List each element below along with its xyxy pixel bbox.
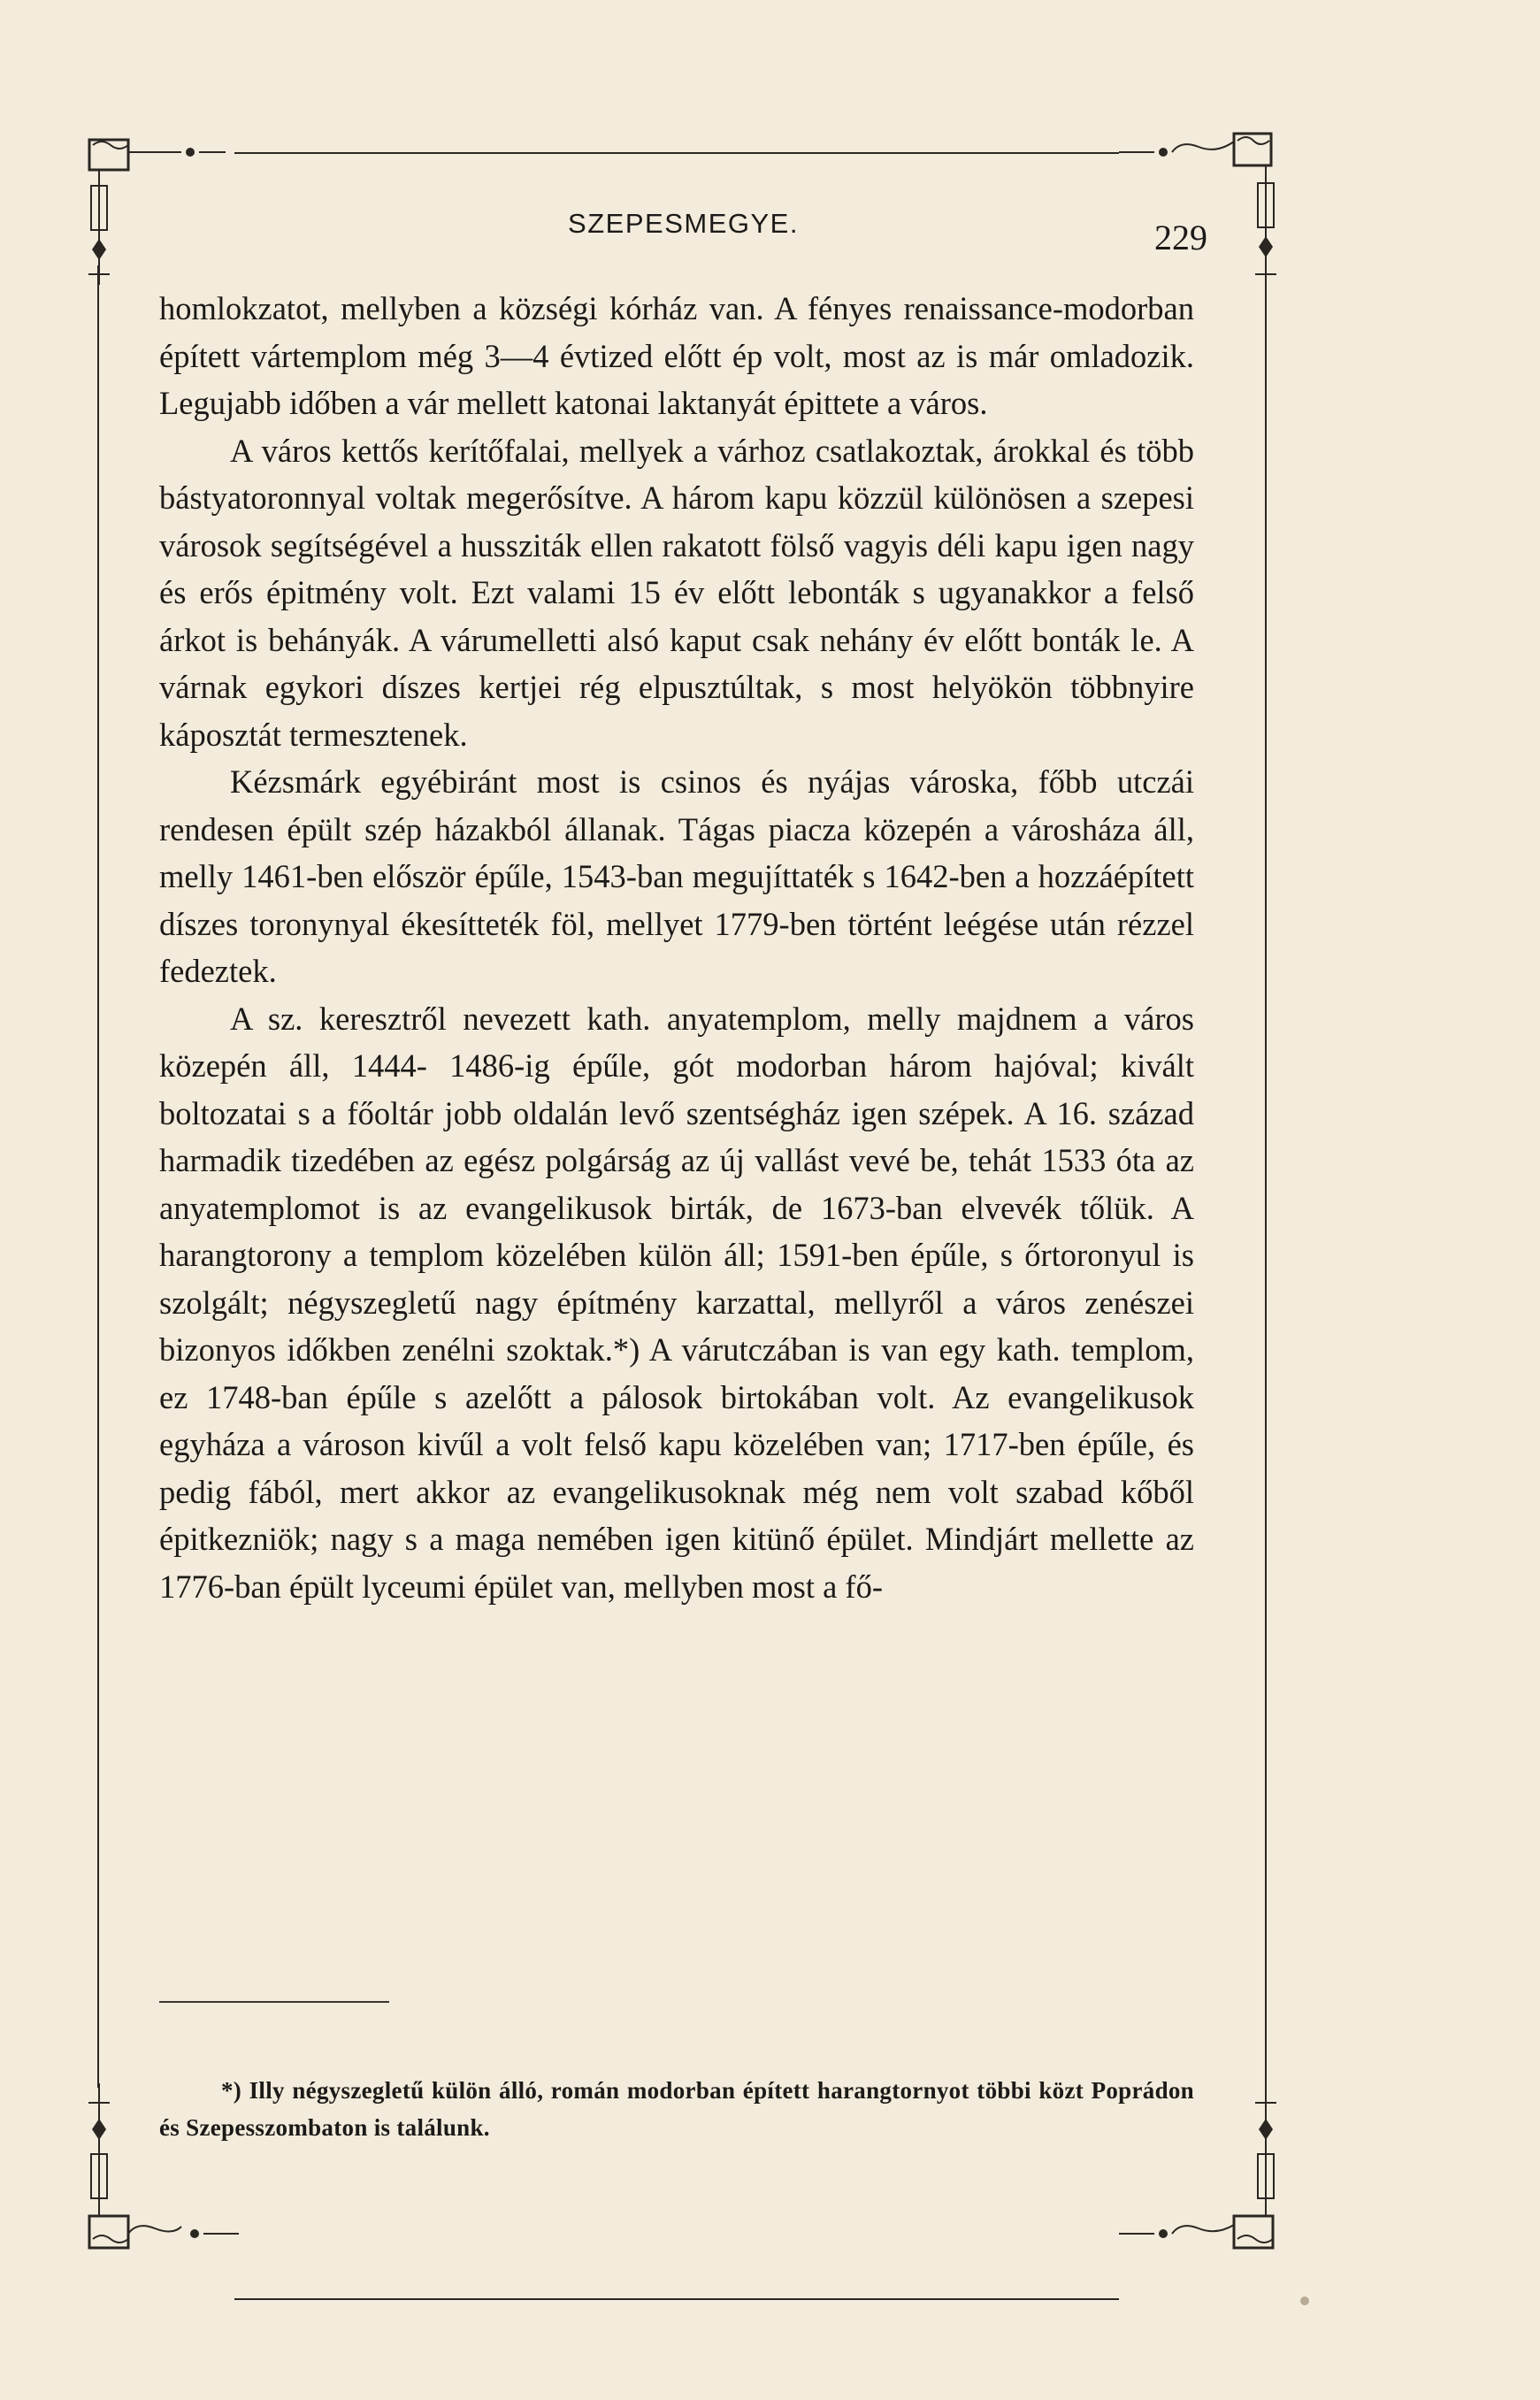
frame-top-rule: [234, 152, 1119, 154]
paragraph: Kézsmárk egyébiránt most is csinos és nyájas városka, főbb utczái rendesen épült szép házakból állanak. Tágas piacza közepén a városháza áll, melly 1461-ben először épűle, 1543-ban megujíttaték s 1642-ben a hozzáépített díszes toronynyal ékesítteték föl, mellyet 1779-ben történt leégése után rézzel fedeztek.: [159, 763, 1194, 989]
paragraph: homlokzatot, mellyben a községi kórház van. A fényes renaissance-modorban épített vártemplom még 3—4 évtized előtt ép volt, most az is már omladozik. Legujabb időben a vár mellett katonai laktanyát épittete a város.: [159, 290, 1194, 421]
body-text: [159, 285, 1194, 1610]
paragraph: A város kettős kerítőfalai, mellyek a várhoz csatlakoztak, árokkal és több bástyatoronnyal voltak megerősítve. A három kapu közzül különösen a szepesi városok segítségével a hussziták ellen rakatott fölső vagyis déli kapu igen nagy és erős épitmény volt. Ezt valami 15 év előtt lebonták s ugyanakkor a felső árkot is behányák. A várumelletti alsó kaput csak nehány év előtt bonták le. A várnak egykori díszes kertjei rég elpusztúltak, s most helyökön többnyire káposztát termesztenek.: [159, 432, 1194, 753]
frame-right-rule: [1265, 265, 1267, 2088]
page-header: [159, 208, 1207, 261]
frame-bottom-rule: [234, 2298, 1119, 2300]
frame-left-rule: [97, 265, 99, 2088]
footnote-text: *) Illy négyszegletű külön álló, román modorban épített harangtornyot többi közt Poprádon és Szepesszombaton is találunk.: [159, 2077, 1194, 2141]
paragraph: A sz. keresztről nevezett kath. anyatemplom, melly majdnem a város közepén áll, 1444- 1486-ig épűle, gót modorban három hajóval; kivált boltozatai s a főoltár jobb oldalán levő szentségház igen szépek. A 16. század harmadik tizedében az egész polgárság az új vallást vevé be, tehát 1533 óta az anyatemplomot is az evangelikusok birták, de 1673-ban elvevék tőlük. A harangtorony a templom közelében külön áll; 1591-ben épűle, s őrtoronyul is szolgált; négyszegletű nagy építmény karzattal, mellyről a város zenészei bizonyos időkben zenélni szoktak.*) A várutczában is van egy kath. templom, ez 1748-ban épűle s azelőtt a pálosok birtokában volt. Az evangelikusok egyháza a városon kivűl a volt felső kapu közelében van; 1717-ben épűle, és pedig fából, mert akkor az evangelikusoknak még nem volt szabad kőből épitkezniök; nagy s a maga nemében igen kitünő épület. Mindjárt mellette az 1776-ban épült lyceumi épület van, mellyben most a fő-: [159, 1000, 1194, 1605]
footnote: [159, 2072, 1194, 2146]
running-title: SZEPESMEGYE.: [568, 208, 799, 239]
footnote-rule: [159, 2001, 389, 2003]
page-number: 229: [1154, 218, 1207, 257]
paper-spot: [1300, 2296, 1309, 2305]
